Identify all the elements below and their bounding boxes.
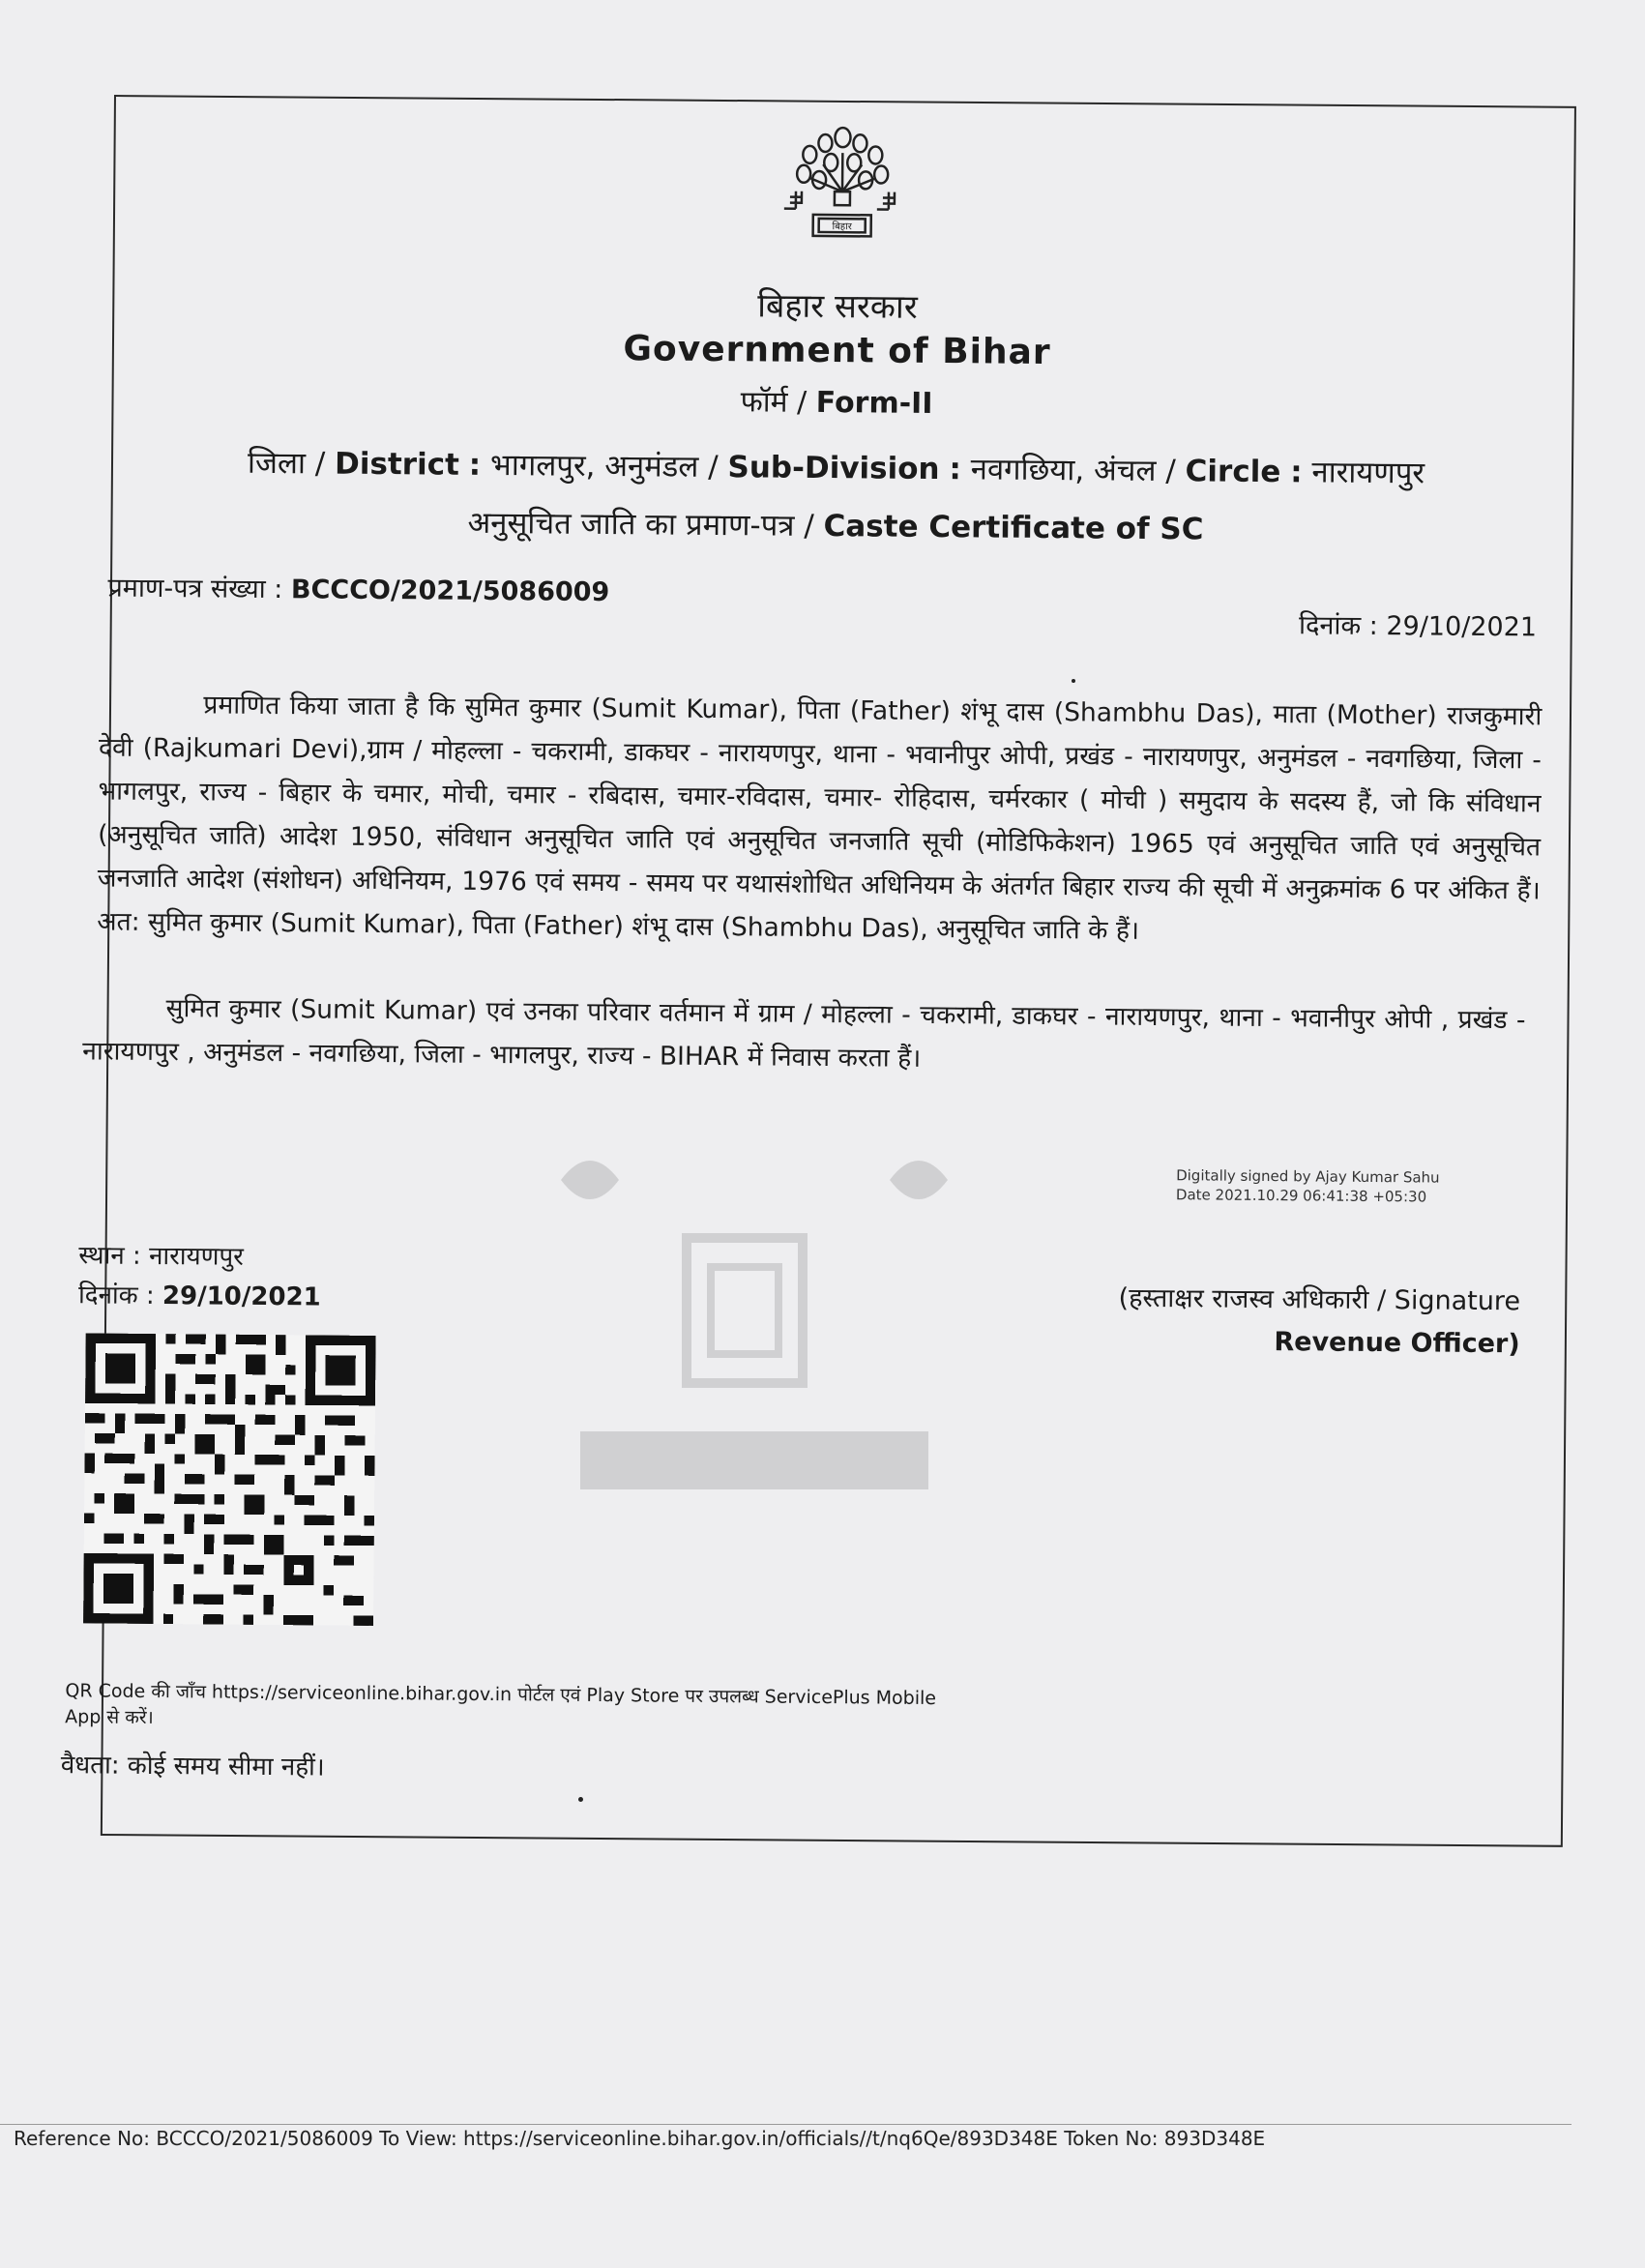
digital-signature-signer: Digitally signed by Ajay Kumar Sahu: [1176, 1166, 1440, 1187]
issue-date-label: दिनांक :: [1298, 610, 1378, 642]
jurisdiction-line: जिला / District : भागलपुर, अनुमंडल / Sub-Division : नवगछिया, अंचल / Circle : नारायणपुर: [247, 445, 1425, 491]
qr-verification-note: QR Code की जाँच https://serviceonline.bihar.gov.in पोर्टल एवं Play Store पर उपलब्ध ServicePlus Mobile App से करें।: [65, 1680, 937, 1728]
form-number: फॉर्म / Form-II: [740, 385, 933, 421]
form-label-hindi: फॉर्म: [740, 385, 788, 420]
circle-label-hindi: अंचल: [1093, 453, 1157, 488]
certificate-number: [107, 569, 609, 609]
circle-label-english: Circle: [1185, 454, 1281, 490]
form-label-english: Form-II: [815, 385, 933, 421]
certificate-type-english: Caste Certificate of SC: [823, 508, 1204, 547]
place-date-value: 29/10/2021: [162, 1281, 321, 1312]
signature-designation: Revenue Officer): [1274, 1327, 1520, 1360]
residence-paragraph: सुमित कुमार (Sumit Kumar) एवं उनका परिवार वर्तमान में ग्राम / मोहल्ला - चकरामी, डाकघर - नारायणपुर, थाना - भवानीपुर ओपी , प्रखंड - नारायणपुर , अनुमंडल - नवगछिया, जिला - भागलपुर, राज्य - BIHAR में निवास करता हैं।: [82, 993, 1526, 1074]
place-label: स्थान :: [78, 1241, 141, 1271]
place-date: [78, 1276, 321, 1312]
circle-value: नारायणपुर: [1311, 455, 1425, 491]
subdivision-label-english: Sub-Division: [727, 450, 940, 487]
signature-label: (हस्ताक्षर राजस्व अधिकारी / Signature: [1118, 1282, 1521, 1317]
validity-note: वैधता: कोई समय सीमा नहीं।: [60, 1751, 325, 1782]
certificate-number-label: प्रमाण-पत्र संख्या :: [107, 573, 283, 605]
signature-block: [1079, 1277, 1520, 1366]
digital-signature: [1176, 1165, 1440, 1206]
district-label-hindi: जिला: [247, 445, 307, 482]
issue-date-value: 29/10/2021: [1386, 611, 1538, 643]
footer-divider: [0, 2124, 1572, 2125]
digital-signature-date: Date 2021.10.29 06:41:38 +05:30: [1175, 1186, 1427, 1206]
qr-code-icon: [83, 1333, 376, 1626]
certificate-type-hindi: अनुसूचित जाति का प्रमाण-पत्र: [467, 505, 795, 544]
certificate-number-value: BCCCO/2021/5086009: [290, 574, 610, 608]
scan-speck: [578, 1797, 583, 1802]
certification-paragraph: प्रमाणित किया जाता है कि सुमित कुमार (Sumit Kumar), पिता (Father) शंभू दास (Shambhu Das), माता (Mother) राजकुमारी देवी (Rajkumari Devi),ग्राम / मोहल्ला - चकरामी, डाकघर - नारायणपुर, थाना - भवानीपुर ओपी, प्रखंड - नारायणपुर, अनुमंडल - नवगछिया, जिला - भागलपुर, राज्य - बिहार के चमार, मोची, चमार - रबिदास, चमार-रविदास, चमार- रोहिदास, चर्मरकार ( मोची ) समुदाय के सदस्य हैं, जो कि संविधान (अनुसूचित जाति) आदेश 1950, संविधान अनुसूचित जाति एवं अनुसूचित जनजाति सूची (मोडिफिकेशन) 1965 एवं अनुसूचित जाति एवं अनुसूचित जनजाति आदेश (संशोधन) अधिनियम, 1976 एवं समय - समय पर यथासंशोधित अधिनियम के अंतर्गत बिहार राज्य की सूची में अनुक्रमांक 6 पर अंकित हैं। अत: सुमित कुमार (Sumit Kumar), पिता (Father) शंभू दास (Shambhu Das), अनुसूचित जाति के हैं।: [97, 690, 1542, 946]
issue-date: [1299, 605, 1537, 643]
subdivision-value: नवगछिया,: [970, 452, 1085, 488]
emblem-text: बिहार: [832, 221, 852, 233]
certificate-type: अनुसूचित जाति का प्रमाण-पत्र / Caste Certificate of SC: [467, 505, 1204, 547]
place: [78, 1236, 244, 1272]
bihar-emblem-icon: [780, 124, 905, 245]
state-title-english: Government of Bihar: [623, 329, 1051, 373]
district-value: भागलपुर,: [489, 447, 596, 484]
reference-footer: Reference No: BCCCO/2021/5086009 To View: https://serviceonline.bihar.gov.in/officials//t/nq6Qe/893D348E Token No: 893D348E: [14, 2127, 1266, 2150]
place-date-label: दिनांक :: [77, 1281, 155, 1311]
place-value: नारायणपुर: [148, 1241, 244, 1272]
district-label-english: District: [334, 446, 460, 483]
state-title-hindi: बिहार सरकार: [757, 286, 918, 327]
subdivision-label-hindi: अनुमंडल: [604, 449, 699, 485]
scan-speck: [1072, 679, 1075, 683]
